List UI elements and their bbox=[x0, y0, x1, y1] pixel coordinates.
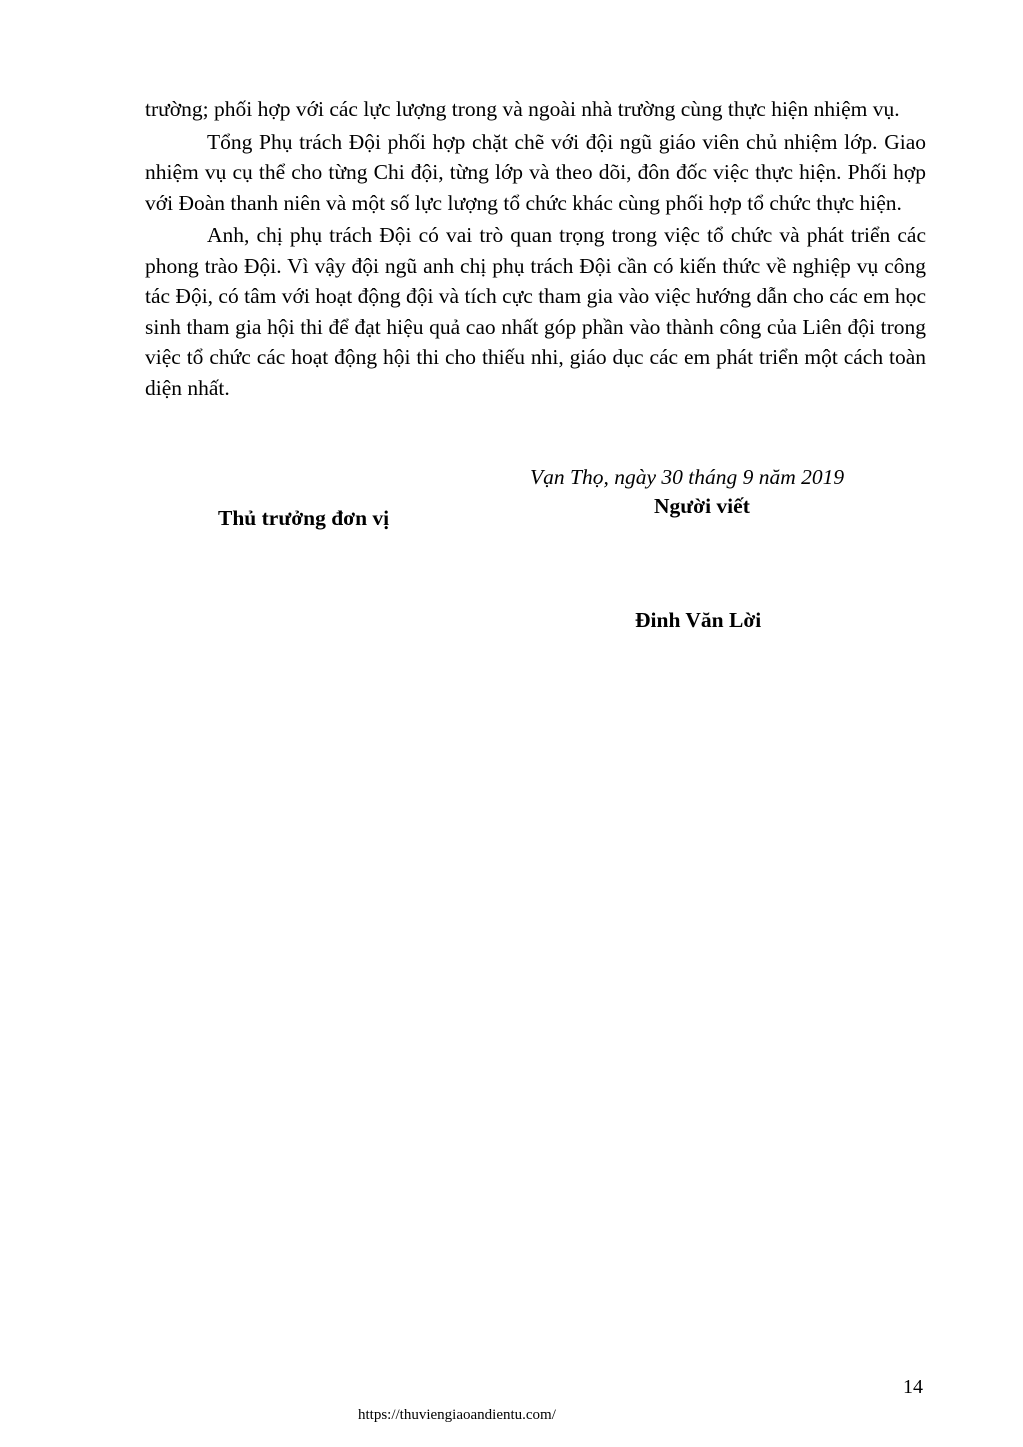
signature-writer-label: Người viết bbox=[654, 494, 750, 518]
footer-url: https://thuviengiaoandientu.com/ bbox=[358, 1407, 556, 1423]
paragraph-coordination: Tổng Phụ trách Đội phối hợp chặt chẽ với đội ngũ giáo viên chủ nhiệm lớp. Giao nhiệm vụ cụ thể cho từng Chi đội, từng lớp và theo dõi, đôn đốc việc thực hiện. Phối hợp với Đoàn thanh niên và một số lực lượng tổ chức khác cùng phối hợp tổ chức thực hiện. bbox=[145, 129, 926, 215]
page-number: 14 bbox=[903, 1376, 923, 1398]
paragraph-continuation: trường; phối hợp với các lực lượng trong và ngoài nhà trường cùng thực hiện nhiệm vụ. bbox=[145, 97, 900, 121]
body-text bbox=[145, 94, 926, 403]
signature-head-label: Thủ trưởng đơn vị bbox=[218, 506, 390, 530]
signature-date-line: Vạn Thọ, ngày 30 tháng 9 năm 2019 bbox=[530, 465, 845, 489]
signature-writer-name: Đinh Văn Lời bbox=[635, 608, 762, 632]
paragraph-role: Anh, chị phụ trách Đội có vai trò quan trọng trong việc tổ chức và phát triển các phong trào Đội. Vì vậy đội ngũ anh chị phụ trách Đội cần có kiến thức về nghiệp vụ công tác Đội, có tâm với hoạt động đội và tích cực tham gia vào việc hướng dẫn cho các em học sinh tham gia hội thi để đạt hiệu quả cao nhất góp phần vào thành công của Liên đội trong việc tổ chức các hoạt động hội thi cho thiếu nhi, giáo dục các em phát triển một cách toàn diện nhất. bbox=[145, 223, 926, 400]
